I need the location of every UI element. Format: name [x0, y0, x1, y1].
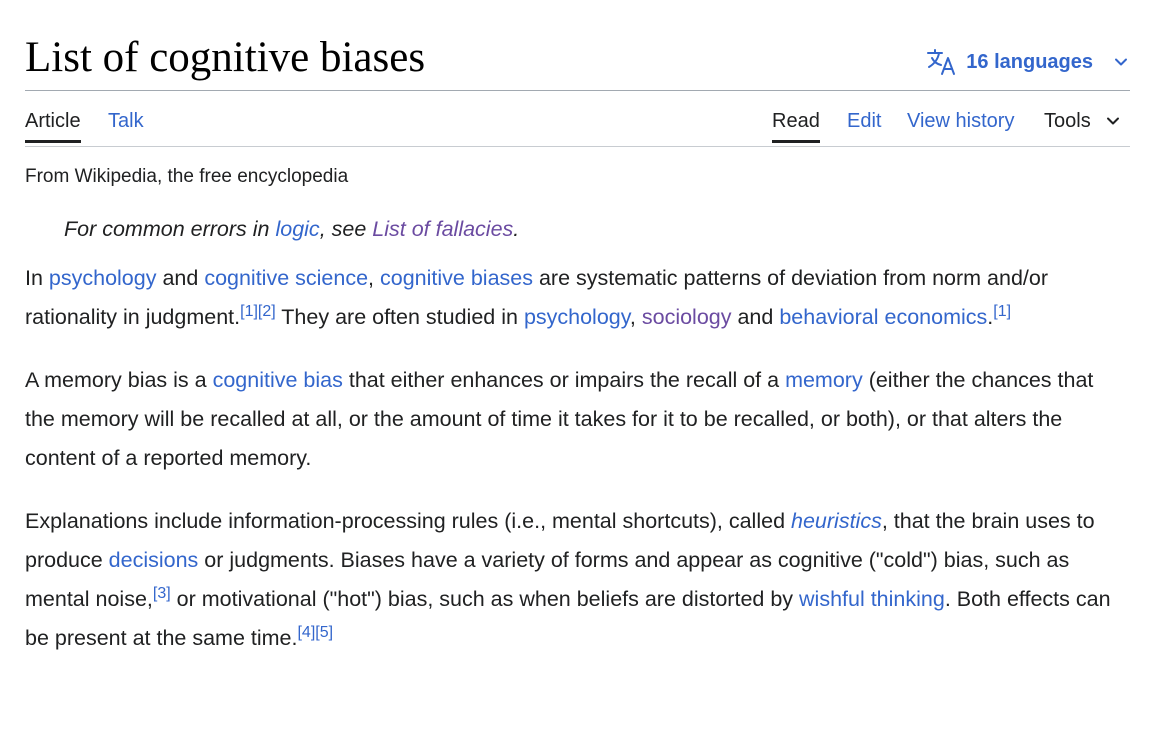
psychology-link[interactable]: psychology: [48, 266, 157, 290]
cognitive-biases-link[interactable]: cognitive biases: [380, 266, 533, 290]
hatnote-text: .: [513, 217, 520, 241]
text: They are often studied in: [275, 305, 524, 329]
languages-label: 16 languages: [966, 50, 1093, 73]
text: and: [156, 266, 205, 290]
text: , that the brain uses to produce: [25, 509, 1095, 572]
hatnote-text: , see: [319, 217, 373, 241]
behavioral-economics-link[interactable]: behavioral economics: [779, 305, 988, 329]
cognitive-bias-link[interactable]: cognitive bias: [212, 368, 343, 392]
text: In: [25, 266, 49, 290]
reference-link[interactable]: [4]: [297, 624, 316, 641]
tools-label: Tools: [1044, 110, 1091, 132]
languages-button[interactable]: [926, 48, 1129, 76]
memory-bias-paragraph: [25, 361, 1125, 478]
tools-menu[interactable]: [1044, 109, 1121, 143]
title-bar: [25, 0, 1130, 91]
cognitive-science-link[interactable]: cognitive science: [204, 266, 369, 290]
text: Explanations include information-processing rules (i.e., mental shortcuts), called: [25, 509, 792, 533]
list-of-fallacies-link[interactable]: List of fallacies: [372, 217, 514, 241]
tab-article[interactable]: Article: [25, 109, 81, 143]
hatnote-text: For common errors in: [64, 217, 276, 241]
intro-paragraph: [25, 259, 1125, 337]
text: A memory bias is a: [25, 368, 213, 392]
tab-read[interactable]: Read: [772, 109, 820, 143]
text: .: [987, 305, 994, 329]
reference-link[interactable]: [1]: [240, 303, 258, 320]
page-tabs: [25, 91, 1130, 147]
sociology-link[interactable]: sociology: [641, 305, 732, 329]
tab-view-history[interactable]: View history: [907, 110, 1015, 132]
page-title: List of cognitive biases: [25, 34, 426, 81]
memory-link[interactable]: memory: [785, 368, 863, 392]
text: . Both effects can be present at the same time.: [25, 587, 1111, 650]
decisions-link[interactable]: decisions: [108, 548, 199, 572]
text: (either the chances that the memory will be recalled at all, or the amount of time it takes for it to be recalled, or both), or that alters the content of a reported memory.: [25, 368, 1094, 470]
text: and: [731, 305, 780, 329]
reference-link[interactable]: [5]: [315, 624, 334, 641]
hatnote: [25, 216, 1130, 242]
site-tagline: From Wikipedia, the free encyclopedia: [25, 166, 349, 187]
chevron-down-icon: [1105, 113, 1121, 129]
language-icon: [926, 48, 958, 76]
text: ,: [629, 305, 642, 329]
text: or motivational ("hot") bias, such as when beliefs are distorted by: [170, 587, 800, 611]
heuristics-link[interactable]: heuristics: [791, 509, 882, 533]
tab-talk[interactable]: Talk: [108, 110, 144, 132]
logic-link[interactable]: logic: [275, 217, 320, 241]
chevron-down-icon: [1113, 54, 1129, 70]
reference-link[interactable]: [3]: [152, 585, 171, 602]
reference-link[interactable]: [2]: [257, 303, 276, 320]
psychology-link[interactable]: psychology: [523, 305, 630, 329]
wishful-thinking-link[interactable]: wishful thinking: [799, 587, 945, 611]
tab-edit[interactable]: Edit: [847, 110, 882, 132]
reference-link[interactable]: [1]: [993, 303, 1012, 320]
text: are systematic patterns of deviation from norm and/or rationality in judgment.: [25, 266, 1049, 329]
text: that either enhances or impairs the recall of a: [342, 368, 786, 392]
text: ,: [368, 266, 380, 290]
explanations-paragraph: [25, 502, 1125, 658]
text: or judgments. Biases have a variety of forms and appear as cognitive ("cold") bias, such as mental noise,: [25, 548, 1070, 611]
